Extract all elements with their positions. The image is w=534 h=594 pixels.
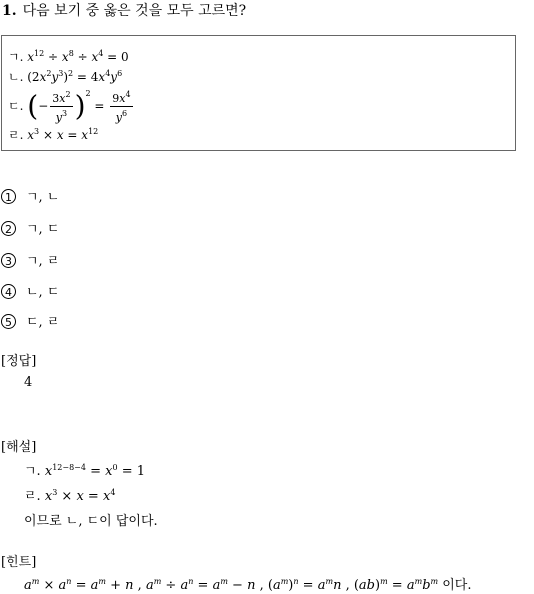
hint-heading: [힌트]	[1, 555, 37, 570]
explanation-line-2: ㄹ. $x^3 \times x = x^4$	[24, 488, 116, 504]
option-mark: 3	[1, 253, 16, 268]
box-item-2: ㄴ. $(2x^2y^3)^2 = 4x^4y^6$	[8, 69, 123, 84]
box-item-1: ㄱ. $x^{12} \div x^8 \div x^4 = 0$	[8, 49, 129, 64]
answer-value: 4	[24, 375, 33, 390]
option-text: ㄱ, ㄷ	[26, 222, 60, 237]
option-5[interactable]	[1, 311, 59, 330]
option-mark: 5	[1, 314, 16, 329]
question-number: 1.	[2, 3, 17, 19]
option-text: ㄷ, ㄹ	[26, 315, 60, 330]
box-item-4: ㄹ. $x^3 \times x = x^{12}$	[8, 127, 99, 142]
box-item-3: ㄷ. (− $\frac{3x^2}{y^3}$ )$^2$ = $\frac{9x^4}{y^6}$	[8, 89, 131, 124]
option-mark: 1	[1, 189, 16, 204]
option-text: ㄱ, ㄴ	[26, 190, 60, 205]
option-3[interactable]	[1, 250, 59, 269]
option-text: ㄴ, ㄷ	[26, 285, 60, 300]
option-text: ㄱ, ㄹ	[26, 254, 60, 269]
option-4[interactable]	[1, 281, 59, 300]
option-mark: 4	[1, 284, 16, 299]
explanation-line-1: ㄱ. $x^{12-8-4} = x^0 = 1$	[24, 463, 145, 479]
option-mark: 2	[1, 221, 16, 236]
option-1[interactable]	[1, 186, 59, 205]
question-text: 다음 보기 중 옳은 것을 모두 고르면?	[22, 3, 247, 19]
hint-suffix: 이다.	[442, 578, 472, 593]
option-2[interactable]	[1, 218, 59, 237]
hint-line: $a^m \times a^n = a^m + n$ , $a^m \div a^n = a^m - n$ , $(a^m)^n = a^mn$ , $(ab)^m = a^mb^m$ 이다.	[24, 577, 472, 593]
choices-box	[1, 35, 516, 151]
explanation-line-3: 이므로 ㄴ, ㄷ이 답이다.	[24, 514, 158, 529]
explanation-heading: [해설]	[1, 440, 37, 455]
answer-heading: [정답]	[1, 354, 37, 369]
question-title	[2, 0, 246, 20]
